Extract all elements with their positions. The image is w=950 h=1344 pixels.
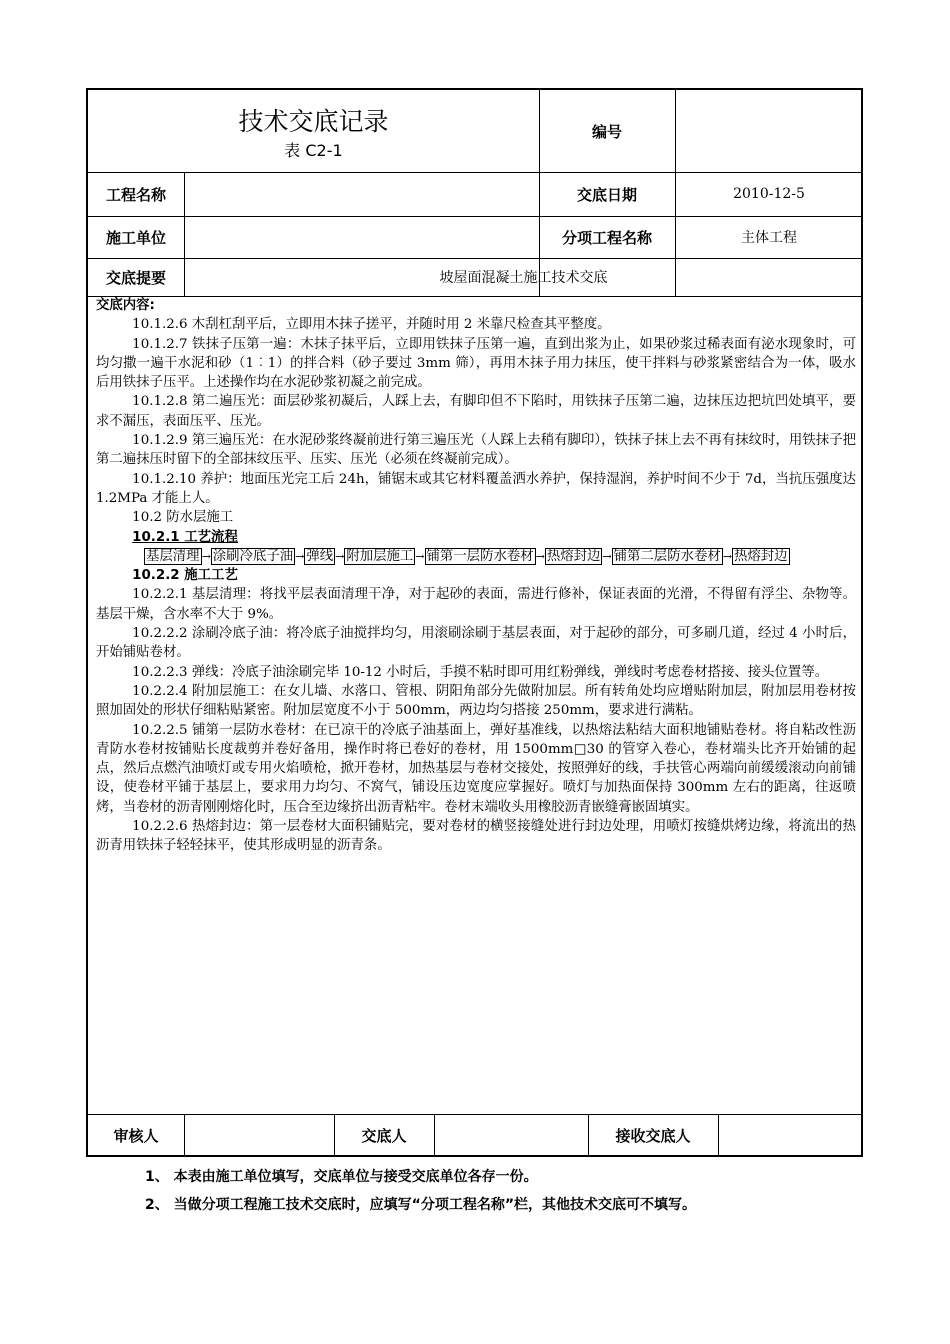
discloser-label: 交底人 [361,1127,407,1145]
paragraph: 10.1.2.6 木刮杠刮平后，立即用木抹子搓平，并随时用 2 米靠尺检查其平整度。 [132,317,611,333]
flow-step: 铺第二层防水卷材 [613,548,721,564]
construction-unit-label: 施工单位 [105,228,166,247]
date-label: 交底日期 [576,185,637,204]
construction-unit-value [184,216,539,258]
note-item: 2、 当做分项工程施工技术交底时，应填写“分项工程名称”栏，其他技术交底可不填写。 [145,1197,697,1213]
date-value: 2010-12-5 [733,186,805,202]
number-value [675,90,863,172]
subproject-value: 主体工程 [741,230,797,246]
flow-step: 附加层施工 [346,548,414,564]
paragraph: 10.2.2.4 附加层施工：在女儿墙、水落口、管根、阴阳角部分先做附加层。所有转角处均应增贴附加层，附加层用卷材按照加固处的形状仔细粘贴紧密。附加层宽度不小于 500mm，两边均匀搭接 250mm，要求进行满粘。 [96,683,856,719]
paragraph: 10.2.2.3 弹线：冷底子油涂刷完毕 10-12 小时后，手摸不粘时即可用红粉弹线，弹线时考虑卷材搭接、接头位置等。 [132,664,829,680]
flow-arrow: → [335,549,345,563]
receiver-value [718,1114,863,1157]
form-title: 技术交底记录 [238,106,389,136]
flow-arrow: → [201,549,211,563]
process-flow-heading: 10.2.1 工艺流程 [132,529,238,545]
flow-step: 铺第一层防水卷材 [426,548,534,564]
paragraph: 10.2.2.6 热熔封边：第一层卷材大面积铺贴完，要对卷材的横竖接缝处进行封边处理，用喷灯按缝烘烤边缘，将流出的热沥青用铁抹子轻轻抹平，使其形成明显的沥青条。 [96,819,856,854]
flow-arrow: → [295,549,305,563]
title-block [88,90,539,172]
flow-arrow: → [535,549,545,563]
project-name-value [184,172,539,216]
paragraph: 10.1.2.7 铁抹子压第一遍：木抹子抹平后，立即用铁抹子压第一遍，直到出浆为止，如果砂浆过稀表面有泌水现象时，可均匀撒一遍干水泥和砂（1︰1）的拌合料（砂子要过 3mm 筛），再用木抹子用力抹压，使干拌料与砂浆紧密结合为一体，吸水后用铁抹子压平。上述操作均在水泥砂浆初凝之前完成。 [96,336,856,391]
process-method-heading: 10.2.2 施工工艺 [132,568,238,584]
flow-step: 热熔封边 [733,548,788,564]
summary-value: 坡屋面混凝土施工技术交底 [439,270,608,286]
paragraph: 10.2.2.5 铺第一层防水卷材：在已凉干的冷底子油基面上，弹好基准线，以热熔法粘结大面积地铺贴卷材。将自粘改性沥青防水卷材按铺贴长度裁剪并卷好备用，操作时将已卷好的卷材，用 1500mm□30 的管穿入卷心，卷材端头比齐开始铺的起点，然后点燃汽油喷灯或专用火焰喷枪，掀开卷材，加热基层与卷材交接处，按照弹好的线，手扶管心两端向前缓缓滚动向前铺设，使卷材平铺于基层上，要求用力均匀、不窝气，铺设压边宽度应掌握好。喷灯与加热面保持 300mm 左右的距离，往返喷烤，当卷材的沥青刚刚熔化时，压合至边缘挤出沥青粘牢。卷材末端收头用橡胶沥青嵌缝膏嵌固填实。 [96,722,856,815]
flow-step: 涂刷冷底子油 [212,548,294,564]
paragraph: 10.2.2.2 涂刷冷底子油：将冷底子油搅拌均匀，用滚刷涂刷于基层表面，对于起砂的部分，可多刷几道，经过 4 小时后，开始铺贴卷材。 [96,626,856,661]
flow-arrow: → [602,549,612,563]
paragraph: 10.1.2.9 第三遍压光：在水泥砂浆终凝前进行第三遍压光（人踩上去稍有脚印），铁抹子抹上去不再有抹纹时，用铁抹子把第二遍抹压时留下的全部抹纹压平、压实、压光（必须在终凝前完成）。 [96,433,856,468]
flow-arrow: → [722,549,732,563]
paragraph: 10.1.2.10 养护：地面压光完工后 24h，铺锯末或其它材料覆盖洒水养护，保持湿润，养护时间不少于 7d，当抗压强度达 1.2MPa 才能上人。 [96,471,856,506]
section-heading: 10.2 防水层施工 [132,510,234,526]
subproject-label: 分项工程名称 [561,228,652,247]
paragraph: 10.2.2.1 基层清理：将找平层表面清理干净，对于起砂的表面，需进行修补，保证表面的光滑，不得留有浮尘、杂物等。基层干燥，含水率不大于 9%。 [96,587,856,622]
receiver-label: 接收交底人 [615,1127,691,1145]
content-heading: 交底内容: [96,298,155,313]
summary-label: 交底提要 [105,268,166,287]
number-label: 编号 [591,122,622,141]
form-notes [145,1163,696,1219]
reviewer-value [184,1114,334,1157]
project-name-label: 工程名称 [105,185,166,204]
flow-arrow: → [415,549,425,563]
note-item: 1、 本表由施工单位填写，交底单位与接受交底单位各存一份。 [145,1169,538,1185]
form-code: 表 C2-1 [284,140,343,160]
paragraph: 10.1.2.8 第二遍压光：面层砂浆初凝后，人踩上去，有脚印但不下陷时，用铁抹子压第二遍，边抹压边把坑凹处填平，要求不漏压，表面压平、压光。 [96,394,856,429]
process-flow [96,547,856,566]
disclosure-content [96,296,856,856]
reviewer-label: 审核人 [113,1127,159,1145]
flow-step: 弹线 [306,548,334,564]
record-form [86,88,863,1157]
discloser-value [434,1114,588,1157]
flow-step: 基层清理 [146,548,200,564]
flow-step: 热熔封边 [546,548,601,564]
